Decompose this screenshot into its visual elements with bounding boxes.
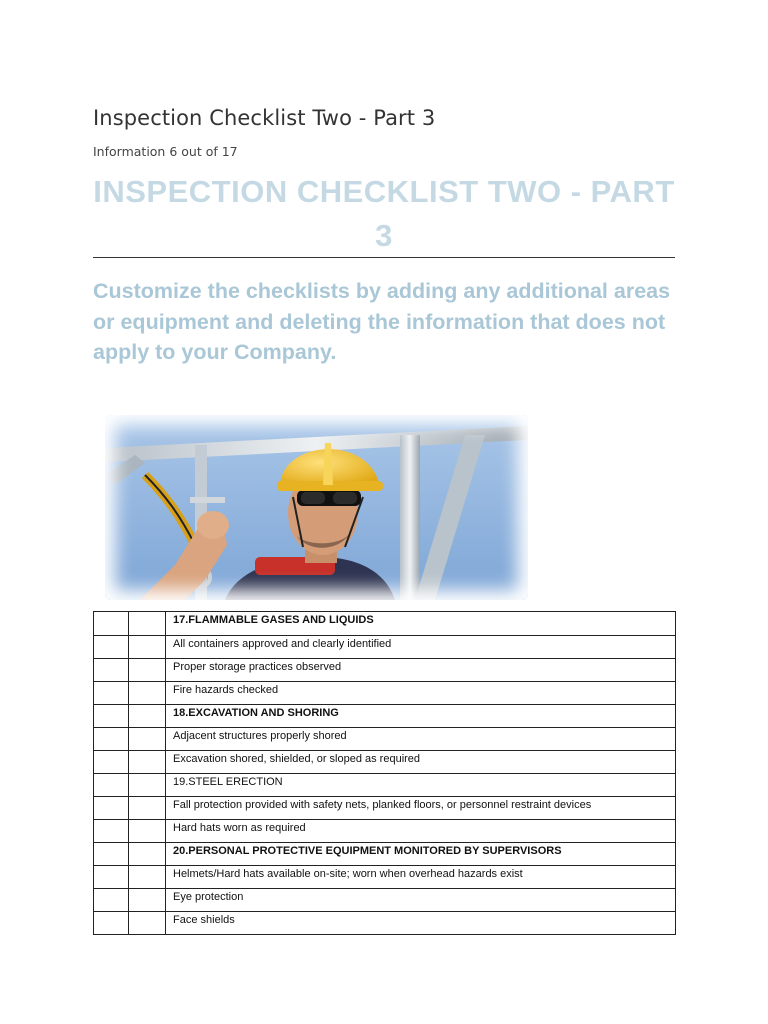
- checkbox-cell-yes: [94, 820, 129, 843]
- heading-divider: [93, 257, 675, 258]
- checklist-row: [94, 751, 676, 774]
- checklist-row: [94, 912, 676, 935]
- checkbox-cell-yes: [94, 843, 129, 866]
- checkbox-cell-no: [129, 843, 166, 866]
- worker-photo-illustration: [105, 415, 528, 600]
- checkbox-cell-no: [129, 682, 166, 705]
- checklist-item-cell: Excavation shored, shielded, or sloped as required: [166, 751, 676, 774]
- checkbox-cell-yes: [94, 728, 129, 751]
- worker-photo: [105, 415, 528, 600]
- checklist-item-cell: All containers approved and clearly identified: [166, 636, 676, 659]
- checkbox-cell-no: [129, 866, 166, 889]
- checklist-item-cell: 19.STEEL ERECTION: [166, 774, 676, 797]
- checkbox-cell-no: [129, 728, 166, 751]
- checkbox-cell-no: [129, 889, 166, 912]
- checklist-section-row: [94, 843, 676, 866]
- checkbox-cell-no: [129, 774, 166, 797]
- checkbox-cell-yes: [94, 912, 129, 935]
- checklist-row: [94, 659, 676, 682]
- checkbox-cell-no: [129, 797, 166, 820]
- page-info: Information 6 out of 17: [93, 144, 238, 159]
- checklist-row: [94, 774, 676, 797]
- checkbox-cell-no: [129, 612, 166, 636]
- checklist-item-cell: Proper storage practices observed: [166, 659, 676, 682]
- checklist-row: [94, 682, 676, 705]
- checklist-item-cell: Hard hats worn as required: [166, 820, 676, 843]
- checkbox-cell-yes: [94, 889, 129, 912]
- checkbox-cell-no: [129, 705, 166, 728]
- checklist-section-row: [94, 612, 676, 636]
- document-subheading: Customize the checklists by adding any additional areas or equipment and deleting the information that does not apply to your Company.: [93, 279, 671, 364]
- checkbox-cell-yes: [94, 751, 129, 774]
- inspection-checklist-table: [93, 611, 676, 935]
- checklist-item-cell: Adjacent structures properly shored: [166, 728, 676, 751]
- checkbox-cell-no: [129, 912, 166, 935]
- document-heading: INSPECTION CHECKLIST TWO - PART 3: [93, 174, 675, 253]
- checkbox-cell-yes: [94, 797, 129, 820]
- checklist-row: [94, 728, 676, 751]
- checklist-section-row: [94, 705, 676, 728]
- checklist-item-cell: Eye protection: [166, 889, 676, 912]
- checklist-item-cell: Face shields: [166, 912, 676, 935]
- checkbox-cell-no: [129, 820, 166, 843]
- checklist-row: [94, 797, 676, 820]
- checklist-row: [94, 889, 676, 912]
- section-heading-cell: 20.PERSONAL PROTECTIVE EQUIPMENT MONITORED BY SUPERVISORS: [166, 843, 676, 866]
- checklist-item-cell: Fire hazards checked: [166, 682, 676, 705]
- checklist-row: [94, 866, 676, 889]
- checklist-item-cell: Helmets/Hard hats available on-site; worn when overhead hazards exist: [166, 866, 676, 889]
- checkbox-cell-no: [129, 636, 166, 659]
- checkbox-cell-yes: [94, 612, 129, 636]
- checkbox-cell-yes: [94, 659, 129, 682]
- checkbox-cell-yes: [94, 866, 129, 889]
- section-heading-cell: 18.EXCAVATION AND SHORING: [166, 705, 676, 728]
- checkbox-cell-yes: [94, 705, 129, 728]
- checkbox-cell-yes: [94, 682, 129, 705]
- checkbox-cell-yes: [94, 636, 129, 659]
- checkbox-cell-no: [129, 751, 166, 774]
- checklist-item-cell: Fall protection provided with safety nets, planked floors, or personnel restraint devices: [166, 797, 676, 820]
- checkbox-cell-yes: [94, 774, 129, 797]
- page-title: Inspection Checklist Two - Part 3: [93, 106, 436, 130]
- checkbox-cell-no: [129, 659, 166, 682]
- checklist-row: [94, 636, 676, 659]
- checklist-row: [94, 820, 676, 843]
- section-heading-cell: 17.FLAMMABLE GASES AND LIQUIDS: [166, 612, 676, 636]
